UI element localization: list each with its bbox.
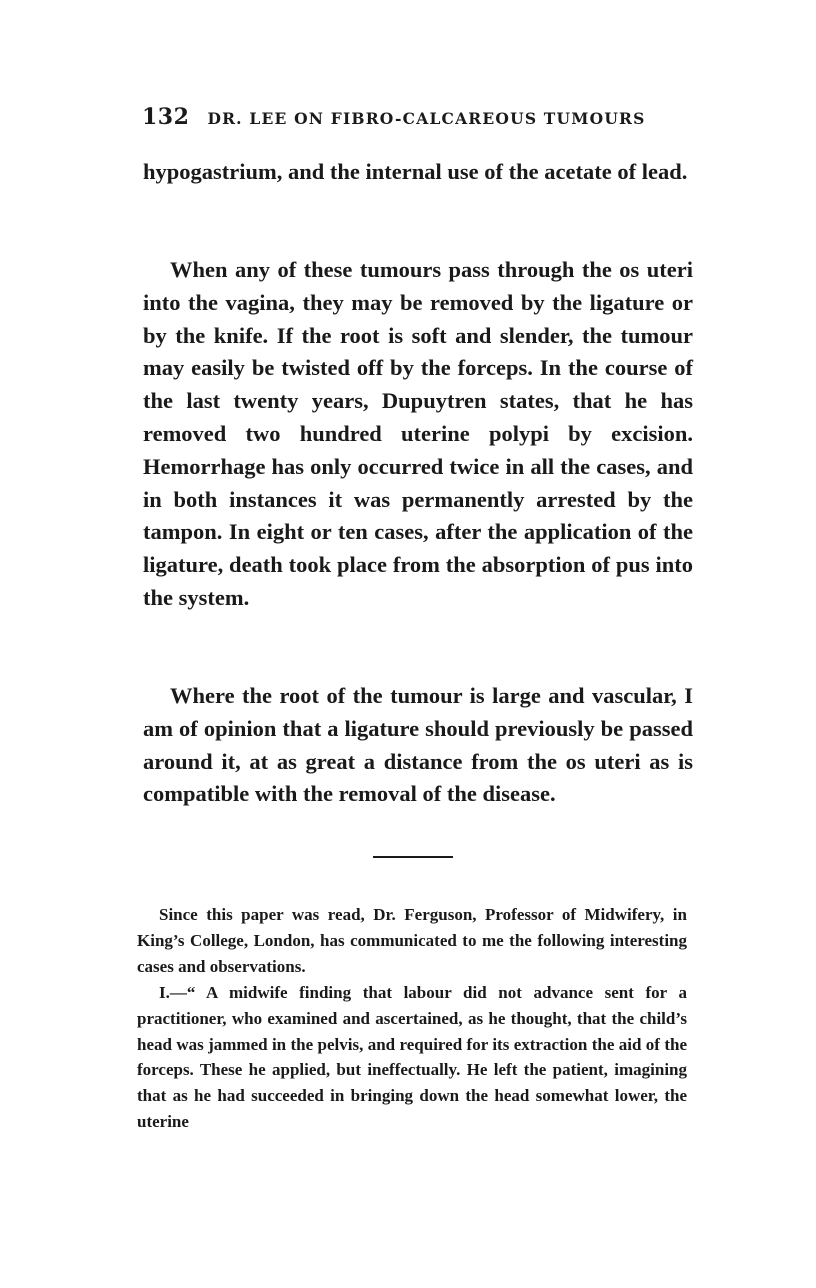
body-paragraph-1: hypogastrium, and the internal use of the acetate of lead. (143, 159, 688, 184)
body-paragraph-2: When any of these tumours pass through the os uteri into the vagina, they may be removed by the ligature or by the knife. If the root is soft and slender, the tumour may easily be twisted off by the forceps. In the course of the last twenty years, Dupuytren states, that he has removed two hundred uterine polypi by excision. Hemorrhage has only occurred twice in all the cases, and in both instances it was permanently arrested by the tampon. In eight or ten cases, after the application of the ligature, death took place from the absorption of pus into the system. (143, 257, 693, 610)
section-divider (373, 856, 453, 858)
page-header (142, 104, 702, 138)
footnote-paragraph-2: I.—“ A midwife finding that labour did not advance sent for a practitioner, who examined and ascertained, as he thought, that the child’s head was jammed in the pelvis, and required for its extraction the aid of the forceps. These he applied, but ineffectually. He left the patient, imagining that as he had succeeded in bringing down the head somewhat lower, the uterine (137, 983, 687, 1131)
body-paragraph-3: Where the root of the tumour is large and vascular, I am of opinion that a ligature should previously be passed around it, at as great a distance from the os uteri as is compatible with the removal of the disease. (143, 683, 693, 807)
running-title: DR. LEE ON FIBRO-CALCAREOUS TUMOURS (207, 109, 646, 128)
page-number: 132 (142, 104, 190, 130)
footnote-paragraph-1: Since this paper was read, Dr. Ferguson, Professor of Midwifery, in King’s College, London, has communicated to me the following interesting cases and observations. (137, 905, 687, 976)
